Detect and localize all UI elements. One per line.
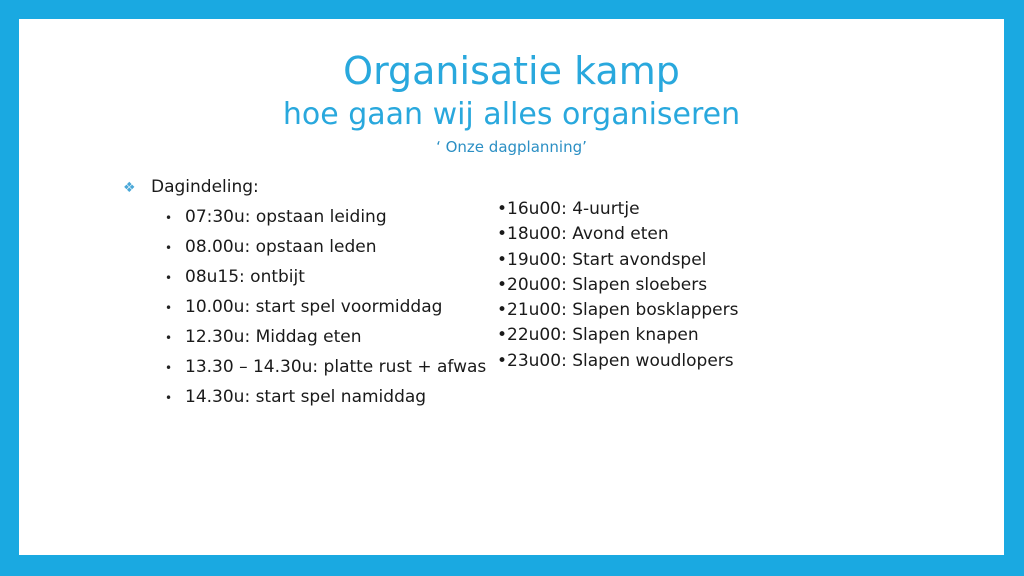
list-item-text: 08u15: ontbijt xyxy=(185,267,305,287)
bullet-dot-icon: • xyxy=(165,211,173,225)
list-item-text: 08.00u: opstaan leden xyxy=(185,237,377,257)
heading-bullet xyxy=(123,176,259,199)
slide xyxy=(19,19,1004,555)
slide-title: Organisatie kamp xyxy=(343,49,680,93)
list-item-text: 12.30u: Middag eten xyxy=(185,327,362,347)
list-item xyxy=(165,232,486,262)
list-item xyxy=(165,202,486,232)
list-item-text: 07:30u: opstaan leiding xyxy=(185,207,387,227)
bullet-dot-icon: • xyxy=(165,241,173,255)
bullet-dot-icon: • xyxy=(165,301,173,315)
left-schedule-list xyxy=(165,202,486,412)
list-item xyxy=(165,382,486,412)
bullet-dot-icon: • xyxy=(165,391,173,405)
list-item-text: 13.30 – 14.30u: platte rust + afwas xyxy=(185,357,487,377)
diamond-bullet-icon: ❖ xyxy=(123,180,136,196)
list-item-text: 14.30u: start spel namiddag xyxy=(185,387,427,407)
list-item: •16u00: 4-uurtje xyxy=(497,199,640,219)
right-schedule-list xyxy=(497,197,738,374)
list-item: •21u00: Slapen bosklappers xyxy=(497,300,739,321)
list-item-text: 10.00u: start spel voormiddag xyxy=(185,297,443,317)
slide-tagline: ‘ Onze dagplanning’ xyxy=(436,138,587,156)
list-item: •19u00: Start avondspel xyxy=(497,249,707,270)
list-item xyxy=(165,292,486,322)
bullet-dot-icon: • xyxy=(165,271,173,285)
bullet-dot-icon: • xyxy=(165,331,173,345)
list-item xyxy=(165,352,486,382)
list-item xyxy=(165,322,486,352)
list-item xyxy=(165,262,486,292)
list-item: •23u00: Slapen woudlopers xyxy=(497,350,734,371)
slide-subtitle: hoe gaan wij alles organiseren xyxy=(282,97,741,132)
heading-label: Dagindeling: xyxy=(151,177,259,197)
list-item: •18u00: Avond eten xyxy=(497,224,669,245)
bullet-dot-icon: • xyxy=(165,361,173,375)
list-item: •20u00: Slapen sloebers xyxy=(497,274,708,295)
list-item: •22u00: Slapen knapen xyxy=(497,325,699,346)
